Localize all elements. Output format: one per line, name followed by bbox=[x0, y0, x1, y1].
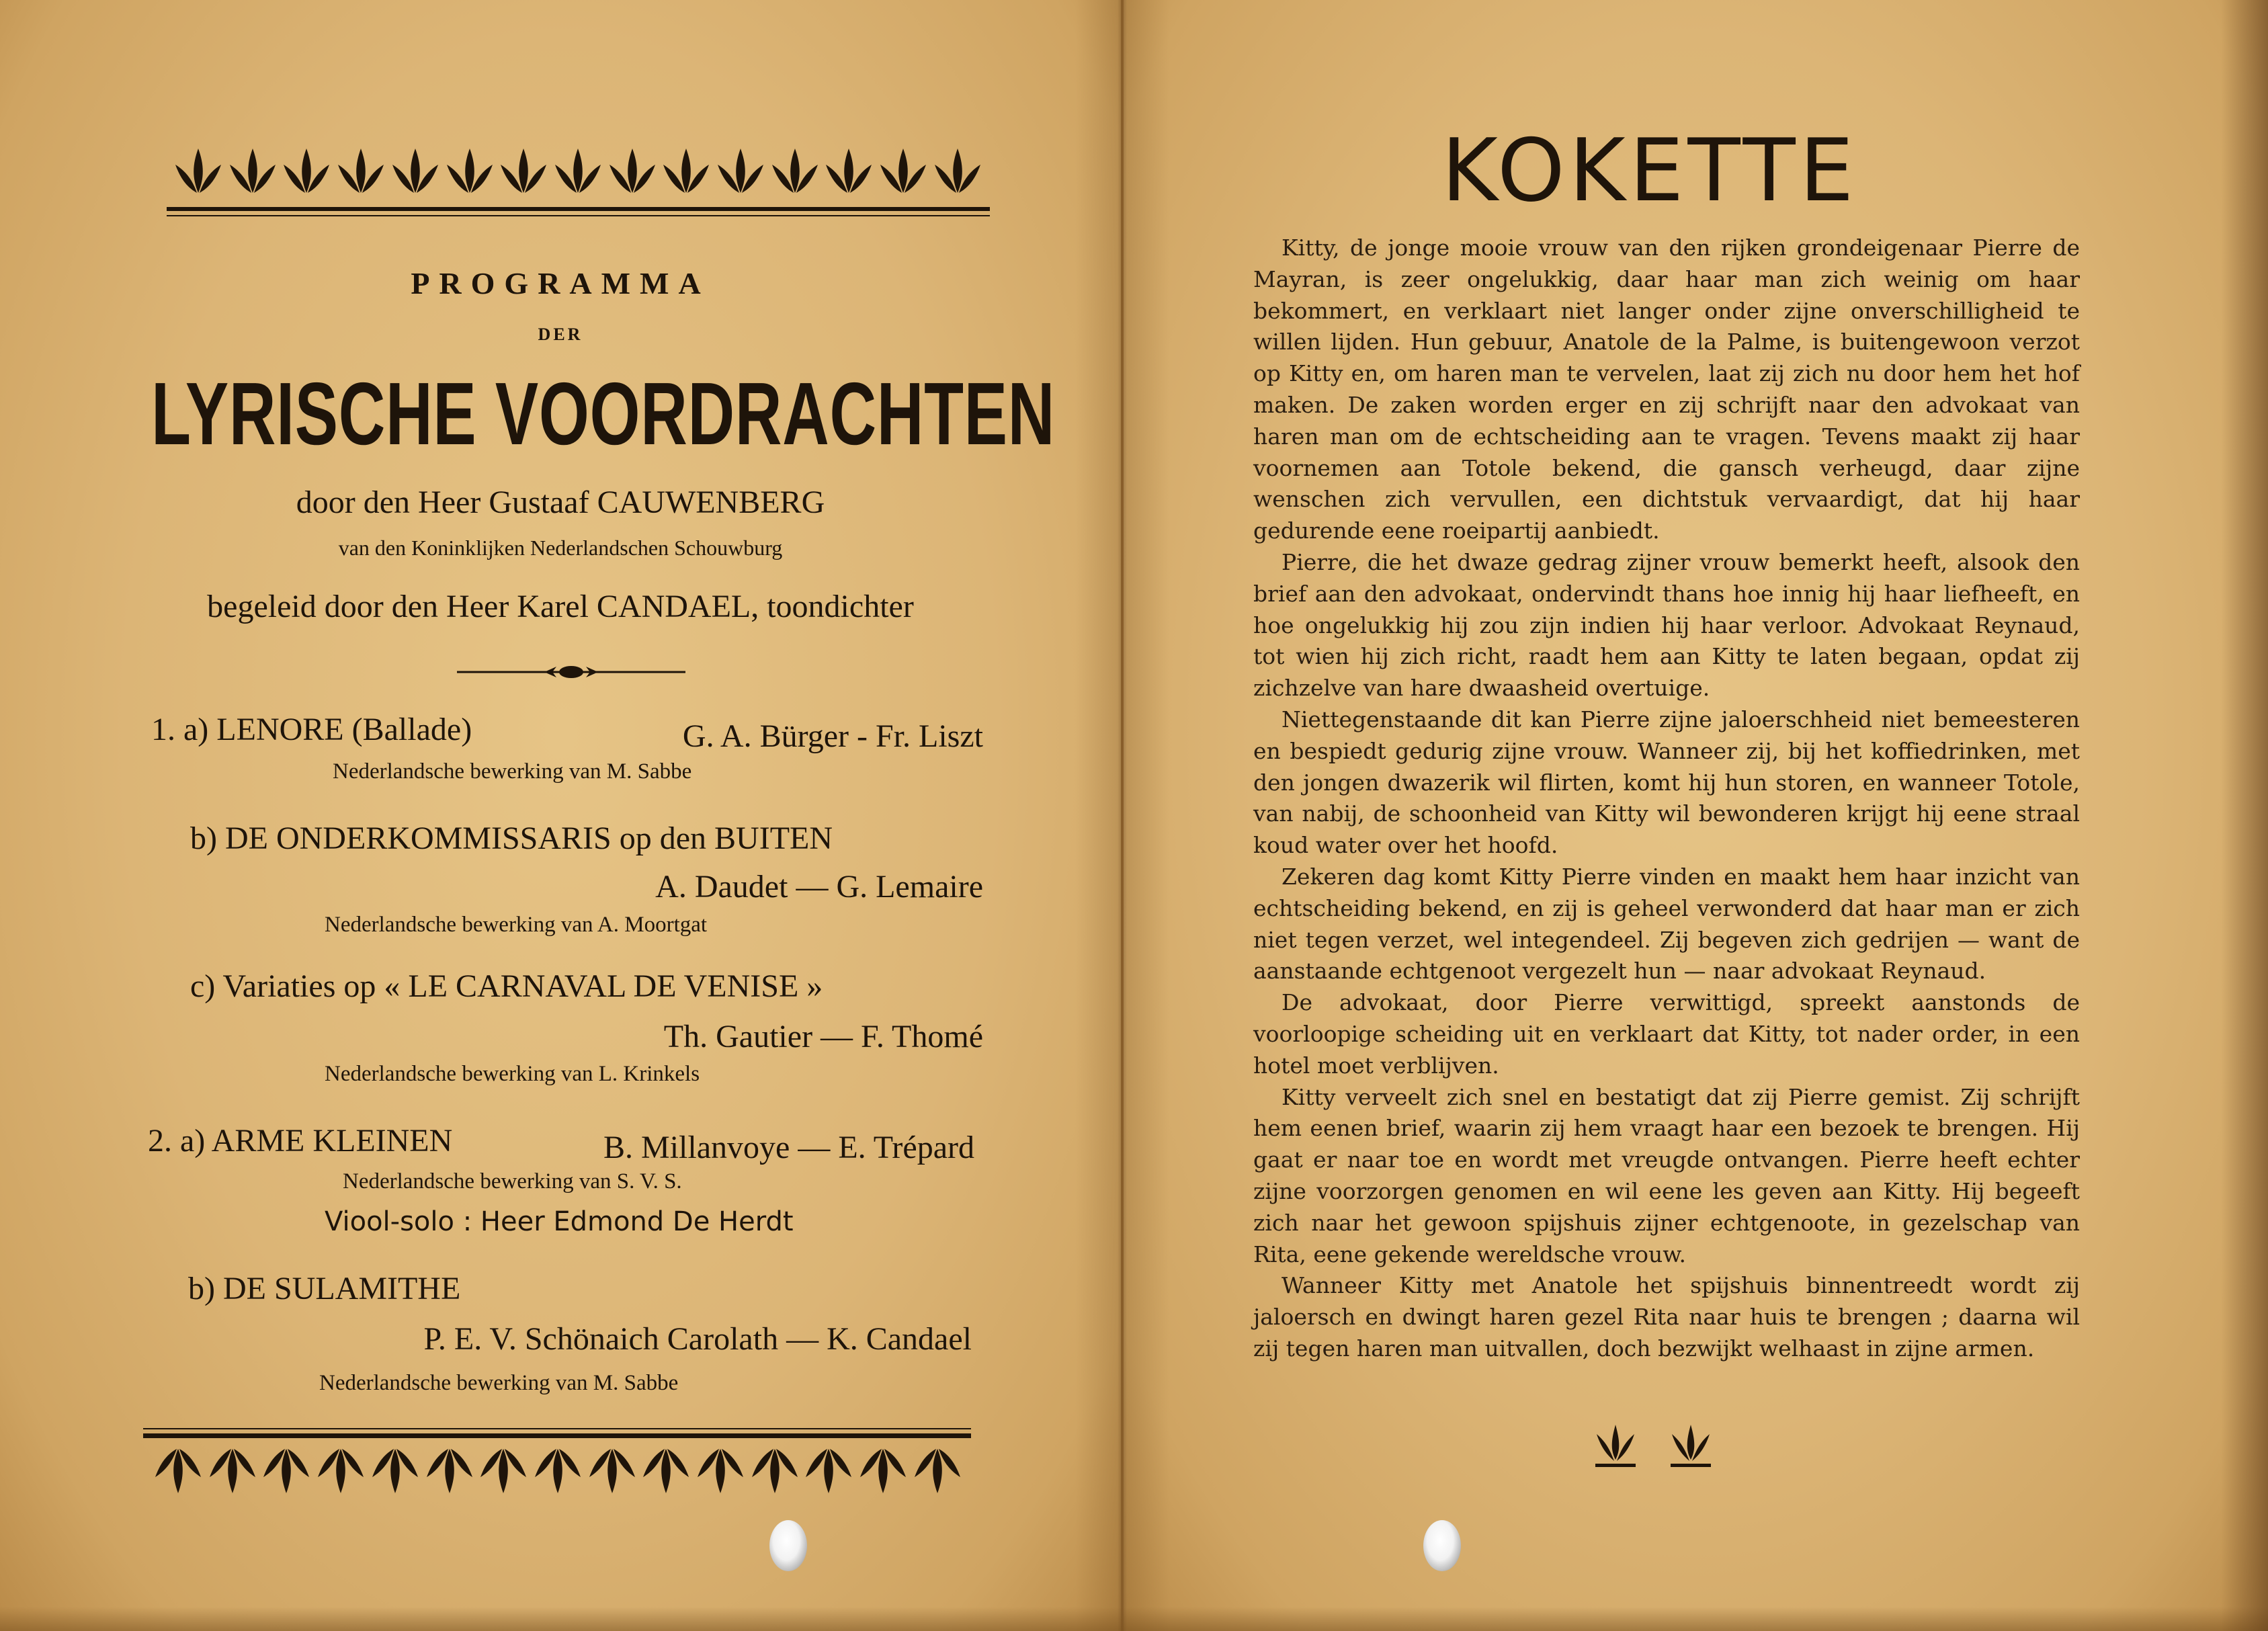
leaf-ornament-icon bbox=[388, 144, 442, 202]
paper-edge-bottom bbox=[0, 1607, 2268, 1631]
viool-solo-line: Viool-solo : Heer Edmond De Herdt bbox=[325, 1206, 794, 1237]
story-paragraph: Niettegenstaande dit kan Pierre zijne jaloerschheid niet bemeesteren en bespiedt gedurig zijne vrouw. Wanneer zij, bij het koffiedrinken, met den jongen dwazerik wil flirten, komt hij hun storen, en wanneer Totole, van nabij, de schoonheid van Kitty wil bewonderen krijgt hij eene straal koud water over het hoofd. bbox=[1253, 706, 2080, 859]
program-item-1c bbox=[190, 968, 823, 1005]
program-item-1b bbox=[190, 820, 833, 857]
leaf-ornament-icon bbox=[259, 1444, 313, 1501]
programma-heading: PROGRAMMA bbox=[411, 266, 710, 300]
item-number: 1. a) bbox=[151, 712, 209, 747]
story-paragraph: Wanneer Kitty met Anatole het spijshuis binnentreedt wordt zij jaloersch en dwingt haren gezel Rita naar huis te brengen ; daarna wil zij tegen haren man uitvallen, doch bezwijkt welhaast in zijne armen. bbox=[1253, 1272, 2080, 1362]
leaf-ornament-icon bbox=[931, 144, 984, 202]
item-title: DE ONDERKOMMISSARIS op den BUITEN bbox=[224, 821, 833, 856]
leaf-ornament-icon bbox=[802, 1444, 855, 1501]
leaf-ornament-icon bbox=[423, 1444, 476, 1501]
leaf-ornament-icon bbox=[314, 1444, 368, 1501]
item-authors: P. E. V. Schönaich Carolath — K. Candael bbox=[423, 1321, 972, 1357]
der-heading: DER bbox=[538, 325, 583, 344]
item-note: Nederlandsche bewerking van M. Sabbe bbox=[333, 759, 692, 784]
item-title: DE SULAMITHE bbox=[222, 1271, 461, 1306]
punch-hole-icon bbox=[769, 1520, 807, 1571]
accompanist-line: begeleid door den Heer Karel CANDAEL, toondichter bbox=[207, 589, 914, 624]
leaf-ornament-icon bbox=[476, 1444, 530, 1501]
leaf-ornament-icon bbox=[226, 144, 280, 202]
leaf-ornament-icon bbox=[822, 144, 876, 202]
story-paragraph: Zekeren dag komt Kitty Pierre vinden en maakt hem haar inzicht van echtscheiding bekend, en zij is geheel verwonderd dat haar man er zich niet tegen verzet, wel integendeel. Zij begeven zich gedrijen — want de aanstaande echtgenoot vergezelt hun — naar advokaat Reynaud. bbox=[1253, 863, 2080, 985]
item-number: 2. a) bbox=[148, 1123, 206, 1159]
leaf-ornament-icon bbox=[585, 1444, 639, 1501]
story-paragraph: Kitty, de jonge mooie vrouw van den rijken grondeigenaar Pierre de Mayran, is zeer ongelukkig, daar haar man zich weinig om haar bekommert, en verklaart niet langer onder zijne onverschilligheid te willen lijden. Hun gebuur, Anatole de la Palme, is buitengewoon verzot op Kitty en, om haren man te vervelen, laat zij zich nu door hem het hof maken. De zaken worden erger en zij schrijft naar den advokaat van haren man om de echtscheiding aan te vragen. Tevens maakt zij haar voornemen aan Totole bekend, die gansch verheugd, daar zijne wenschen zich vervullen, een dichtstuk vervaardigt, dat hij haar gedurende eene roeipartij aanbiedt. bbox=[1253, 235, 2080, 544]
story-paragraph: De advokaat, door Pierre verwittigd, spreekt aanstonds de voorloopige scheiding uit en verklaart dat Kitty, tot nader order, in een hotel moet verblijven. bbox=[1253, 989, 2080, 1079]
story-paragraph: Kitty verveelt zich snel en bestatigt dat zij Pierre gemist. Zij schrijft hem eenen brief, waarin zij hem vraagt haar een bezoek te brengen. Hij gaat er naar toe en wordt met vreugde ontvangen. Pierre heeft echter zijne voorzorgen genomen en wil eene les geven aan Kitty. Hij begeeft zich naar het gewoon spijshuis zijner echtgenoote, in gezelschap van Rita, eene gekende wereldsche vrouw. bbox=[1253, 1083, 2080, 1267]
item-authors: Th. Gautier — F. Thomé bbox=[663, 1019, 983, 1054]
performer-affiliation: van den Koninklijken Nederlandschen Schouwburg bbox=[338, 536, 783, 560]
leaf-ornament-icon bbox=[639, 1444, 693, 1501]
tulip-ornament-icon bbox=[1591, 1419, 1640, 1473]
item-number: b) bbox=[190, 821, 217, 856]
leaf-ornament-icon bbox=[659, 144, 713, 202]
item-note: Nederlandsche bewerking van L. Krinkels bbox=[325, 1062, 700, 1086]
paper-edge-right bbox=[2221, 0, 2268, 1631]
item-number: b) bbox=[188, 1271, 215, 1306]
leaf-ornament-icon bbox=[531, 1444, 585, 1501]
bottom-border-rule bbox=[143, 1433, 971, 1438]
left-page bbox=[0, 0, 1124, 1631]
main-title: LYRISCHE VOORDRACHTEN bbox=[151, 364, 1056, 463]
leaf-ornament-icon bbox=[876, 144, 930, 202]
leaf-ornament-icon bbox=[497, 144, 550, 202]
leaf-ornament-icon bbox=[368, 1444, 422, 1501]
top-border-rule bbox=[167, 207, 990, 211]
top-leaf-border bbox=[171, 144, 984, 202]
item-note: Nederlandsche bewerking van S. V. S. bbox=[343, 1169, 682, 1194]
leaf-ornament-icon bbox=[151, 1444, 205, 1501]
leaf-ornament-icon bbox=[714, 144, 767, 202]
performer-line: door den Heer Gustaaf CAUWENBERG bbox=[296, 485, 825, 520]
program-item-1a bbox=[151, 711, 472, 748]
item-note: Nederlandsche bewerking van A. Moortgat bbox=[325, 913, 708, 937]
item-number: c) bbox=[190, 968, 216, 1004]
bottom-leaf-border bbox=[151, 1444, 964, 1501]
program-item-2a bbox=[148, 1122, 452, 1159]
leaf-ornament-icon bbox=[443, 144, 497, 202]
item-title: ARME KLEINEN bbox=[211, 1123, 453, 1159]
story-text bbox=[1253, 233, 2080, 1365]
item-authors: B. Millanvoye — E. Trépard bbox=[603, 1130, 974, 1165]
leaf-ornament-icon bbox=[748, 1444, 802, 1501]
leaf-ornament-icon bbox=[334, 144, 388, 202]
leaf-ornament-icon bbox=[551, 144, 605, 202]
punch-hole-icon bbox=[1423, 1520, 1461, 1571]
program-item-2b bbox=[188, 1270, 460, 1307]
vine-divider-icon bbox=[457, 659, 685, 685]
item-title: LENORE (Ballade) bbox=[216, 712, 472, 747]
leaf-ornament-icon bbox=[856, 1444, 910, 1501]
leaf-ornament-icon bbox=[605, 144, 659, 202]
item-title: Variaties op « LE CARNAVAL DE VENISE » bbox=[222, 968, 823, 1004]
leaf-ornament-icon bbox=[911, 1444, 964, 1501]
story-paragraph: Pierre, die het dwaze gedrag zijner vrouw bemerkt heeft, alsook den brief aan den advokaat, ondervindt thans hoe innig hij haar liefheeft, en hoe ongelukkig hij zou zijn indien hij haar verloor. Advokaat Reynaud, tot wien hij zich richt, raadt hem aan Kitty te laten begaan, opdat zij zichzelve van hare dwaasheid overtuige. bbox=[1253, 548, 2080, 702]
item-authors: A. Daudet — G. Lemaire bbox=[655, 869, 983, 905]
leaf-ornament-icon bbox=[206, 1444, 259, 1501]
leaf-ornament-icon bbox=[768, 144, 822, 202]
page-fold-shadow bbox=[1075, 0, 1169, 1631]
item-note: Nederlandsche bewerking van M. Sabbe bbox=[319, 1371, 679, 1395]
leaf-ornament-icon bbox=[171, 144, 225, 202]
leaf-ornament-icon bbox=[280, 144, 333, 202]
item-authors: G. A. Bürger - Fr. Liszt bbox=[682, 718, 983, 754]
tulip-ornament-icon bbox=[1667, 1419, 1715, 1473]
bottom-border-rule-thin bbox=[143, 1428, 971, 1429]
leaf-ornament-icon bbox=[694, 1444, 747, 1501]
top-border-rule-thin bbox=[167, 215, 990, 216]
story-title: KOKETTE bbox=[1441, 121, 1858, 221]
